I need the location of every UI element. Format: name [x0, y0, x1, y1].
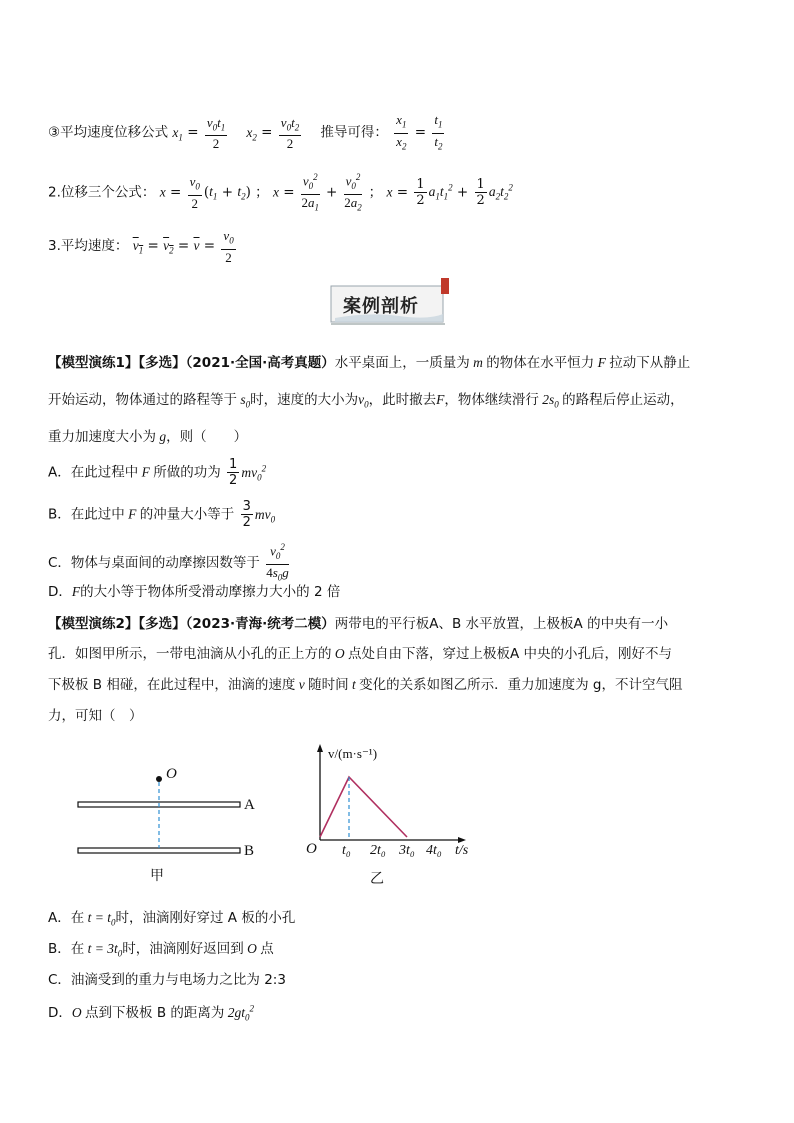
option-text: 时，油滴刚好返回到	[122, 941, 244, 957]
q1-option-d[interactable]: D．F的大小等于物体所受滑动摩擦力大小的 2 倍	[48, 584, 341, 600]
q2-line-4	[48, 704, 143, 724]
option-text: 的冲量大小等于	[139, 506, 235, 523]
formula-label: 3.平均速度：	[48, 237, 129, 254]
option-label: A．在此过程中	[48, 464, 139, 481]
caption-yi: 乙	[370, 871, 384, 887]
option-label: D．	[48, 1005, 72, 1021]
section-banner	[329, 278, 451, 328]
point-o	[156, 776, 162, 782]
q2-text: 两带电的平行板A、B 水平放置，上极板A 的中央有一小	[334, 616, 669, 632]
tick-4t0: 4t₀	[426, 843, 442, 858]
option-label: A．在	[48, 910, 85, 926]
tick-2t0: 2t₀	[370, 843, 386, 858]
q2-text: 随时间	[308, 677, 349, 693]
q2-tag: 【模型演练2】【多选】	[48, 616, 186, 632]
q2-text: 孔．如图甲所示，一带电油滴从小孔的正上方的	[48, 646, 332, 662]
option-text: 所做的功为	[153, 464, 221, 481]
option-label: B．在	[48, 941, 85, 957]
label-a: A	[244, 797, 255, 813]
q1-text: 的路程后停止运动，	[562, 392, 684, 408]
formula-displacement: 2.位移三个公式： x = $\frac{v_0}{2}$ $(t_1 + t_2)$ ； x = $\frac{v_0^2}{2a_1}$ + $\frac{v_0^2}{2a_2}$ ； x = $\frac{1}{2}$ $a_1t_1^2$ + $\frac{1}{2}$ $a_2t_2^2$	[48, 172, 513, 213]
q2-line-3: 下极板 B 相碰，在此过程中，油滴的速度 v 随时间 t 变化的关系如图乙所示．重力加速度为 g，不计空气阻	[48, 677, 683, 693]
figure-vt-graph	[300, 740, 480, 890]
label-b: B	[244, 843, 255, 859]
q1-text: ，则（ ）	[166, 429, 248, 445]
formula-label: ③平均速度位移公式	[48, 124, 169, 141]
option-text: 的大小等于物体所受滑动摩擦力大小的 2 倍	[80, 584, 341, 600]
q2-line-1	[48, 612, 668, 632]
y-axis-arrow	[317, 744, 323, 752]
option-text: 时，油滴刚好穿过 A 板的小孔	[115, 910, 296, 926]
option-label: C．物体与桌面间的动摩擦因数等于	[48, 554, 260, 571]
q1-option-b[interactable]: B．在此过中 F 的冲量大小等于 $\frac{3}{2}$ $mv_0$	[48, 499, 276, 530]
q1-text: 水平桌面上，一质量为	[334, 355, 470, 371]
q2-line-2: 孔．如图甲所示，一带电油滴从小孔的正上方的 O 点处自由下落，穿过上极板A 中央的小孔后，刚好不与	[48, 646, 673, 662]
q1-tag: 【模型演练1】【多选】	[48, 355, 186, 371]
option-label: D．	[48, 584, 72, 600]
formula-label: 2.位移三个公式：	[48, 184, 156, 201]
option-label: B．在此过中	[48, 506, 125, 523]
plate-b	[78, 848, 240, 853]
q1-source: （2021·全国·高考真题）	[185, 355, 335, 371]
tick-3t0: 3t₀	[399, 843, 415, 858]
velocity-line	[320, 777, 407, 837]
q2-text: 点处自由下落，穿过上极板A 中央的小孔后，刚好不与	[348, 646, 673, 662]
graph-xlabel: t/s	[455, 843, 469, 858]
q1-text: 重力加速度大小为	[48, 429, 156, 445]
derive-label: 推导可得：	[320, 124, 388, 141]
q1-text: 的物体在水平恒力	[486, 355, 595, 371]
banner-title: 案例剖析	[343, 296, 419, 317]
tick-t0: t₀	[342, 843, 351, 858]
q2-option-b[interactable]: B．在 $t = 3t_0$时，油滴刚好返回到 O 点	[48, 941, 274, 959]
graph-origin: O	[306, 841, 317, 857]
q2-option-d[interactable]: D．O 点到下极板 B 的距离为 $2gt_0^2$	[48, 1003, 255, 1023]
q2-text: 下极板 B 相碰，在此过程中，油滴的速度	[48, 677, 296, 693]
option-text: 点到下极板 B 的距离为	[85, 1005, 225, 1021]
q1-option-a[interactable]: A．在此过程中 F 所做的功为 $\frac{1}{2}$ $mv_0^2$	[48, 457, 267, 488]
separator: ；	[368, 184, 383, 201]
q1-text: 开始运动，物体通过的路程等于	[48, 392, 237, 408]
q2-text: 力，可知（ ）	[48, 708, 143, 724]
separator: ；	[255, 184, 269, 201]
q1-option-c[interactable]: C．物体与桌面间的动摩擦因数等于 $\frac{v_0^2}{4s_0g}$	[48, 542, 289, 583]
q1-line-2: 开始运动，物体通过的路程等于 $s_0$时，速度的大小为$v_0$，此时撤去F，物体继续滑行 $2s_0$ 的路程后停止运动，	[48, 392, 684, 410]
q2-text: 变化的关系如图乙所示．重力加速度为 g，不计空气阻	[359, 677, 683, 693]
q1-text: 拉动下从静止	[609, 355, 691, 371]
formula-mean-velocity: 3.平均速度： $v_1 = v_2 = \overline{v}$ = $\frac{v_0}{2}$	[48, 228, 234, 265]
option-label: C．油滴受到的重力与电场力之比为 2:3	[48, 972, 286, 988]
q2-option-a[interactable]: A．在 $t = t_0$时，油滴刚好穿过 A 板的小孔	[48, 910, 296, 928]
caption-jia: 甲	[150, 868, 164, 884]
q2-source: （2023·青海·统考二模）	[185, 616, 335, 632]
q1-text: ，物体继续滑行	[444, 392, 539, 408]
q1-text: ，此时撤去	[368, 392, 437, 408]
formula-avg-velocity: ③平均速度位移公式 $x_1$ = $\frac{v_0t_1}{2}$ $x_2$ = $\frac{v_0t_2}{2}$ 推导可得： $\frac{x_1}{x_2}$ = $\frac{t_1}{t_2}$	[48, 112, 443, 152]
q2-option-c[interactable]	[48, 968, 286, 988]
label-o: O	[166, 766, 177, 782]
q1-line-1: 【模型演练1】【多选】（2021·全国·高考真题）水平桌面上，一质量为 m 的物体在水平恒力 F 拉动下从静止	[48, 355, 691, 371]
graph-ylabel: v/(m·s⁻¹)	[328, 746, 378, 761]
q1-line-3: 重力加速度大小为 g，则（ ）	[48, 429, 248, 445]
option-text: 点	[260, 941, 274, 957]
q1-text: 时，速度的大小为	[250, 392, 359, 408]
